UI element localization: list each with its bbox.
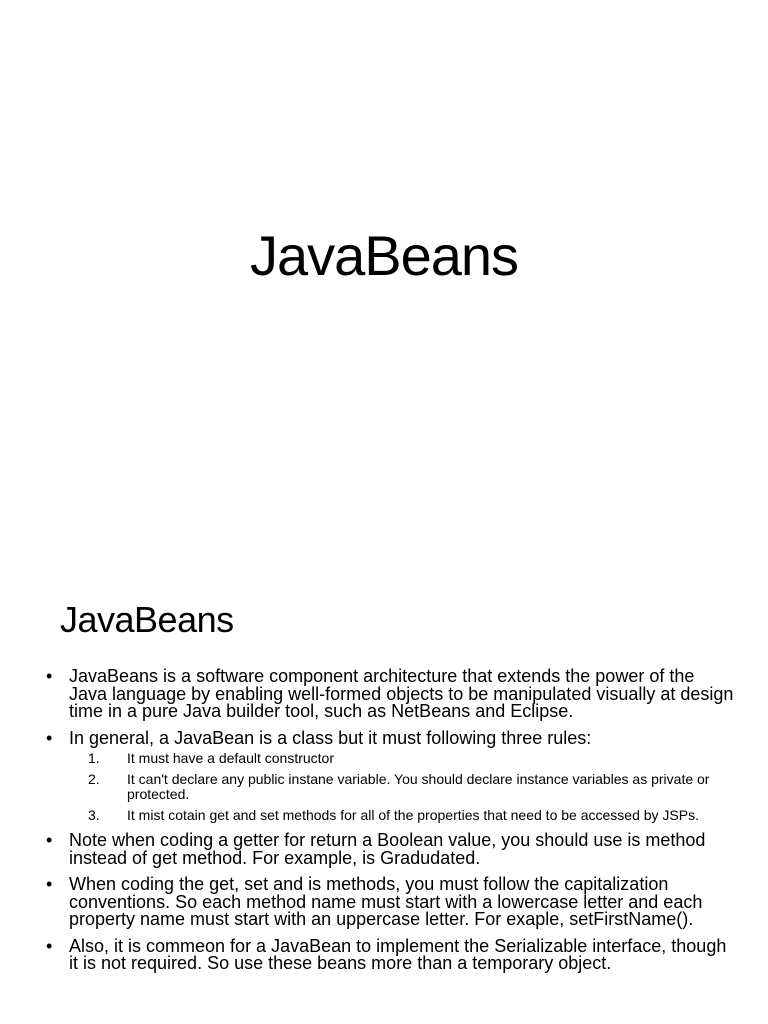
bullet-text: Note when coding a getter for return a Boolean value, you should use is method instead of get method. For example, is Gradudated. <box>69 830 706 868</box>
rule-text: It mist cotain get and set methods for all of the properties that need to be accessed by JSPs. <box>127 806 699 823</box>
bullet-item <box>46 876 736 929</box>
bullet-text: In general, a JavaBean is a class but it must following three rules: <box>69 727 592 748</box>
rule-text: It must have a default constructor <box>127 750 334 766</box>
bullet-item <box>46 727 736 824</box>
rule-number: 3. <box>88 806 100 823</box>
bullet-text: Also, it is commeon for a JavaBean to implement the Serializable interface, though it is not required. So use these beans more than a temporary object. <box>69 935 727 973</box>
bullet-item <box>46 935 736 973</box>
rule-number: 2. <box>88 770 100 787</box>
bullet-icon: • <box>46 666 53 686</box>
bullet-item <box>46 668 736 721</box>
bullet-icon: • <box>46 830 53 850</box>
bullet-item <box>46 832 736 867</box>
rules-list <box>69 751 736 823</box>
bullet-icon: • <box>46 935 53 956</box>
rule-text: It can't declare any public instane variable. You should declare instance variables as private or protected. <box>127 770 710 802</box>
rule-item <box>69 808 736 824</box>
content-slide <box>0 576 768 1024</box>
slide-title: JavaBeans <box>249 224 519 287</box>
bullet-text: JavaBeans is a software component architecture that extends the power of the Java language by enabling well-formed objects to be manipulated visually at design time in a pure Java builder tool, such as NetBeans and Eclipse. <box>69 666 734 721</box>
slide-heading: JavaBeans <box>60 599 234 640</box>
bullet-text: When coding the get, set and is methods, you must follow the capitalization conventions. So each method name must start with a lowercase letter and each property name must start with an uppercase letter. For exaple, setFirstName(). <box>69 874 703 929</box>
rule-item <box>69 772 736 803</box>
bullet-icon: • <box>46 874 53 894</box>
bullet-list <box>46 668 736 982</box>
rule-item <box>69 751 736 767</box>
rule-number: 1. <box>88 750 100 766</box>
bullet-icon: • <box>46 727 53 748</box>
